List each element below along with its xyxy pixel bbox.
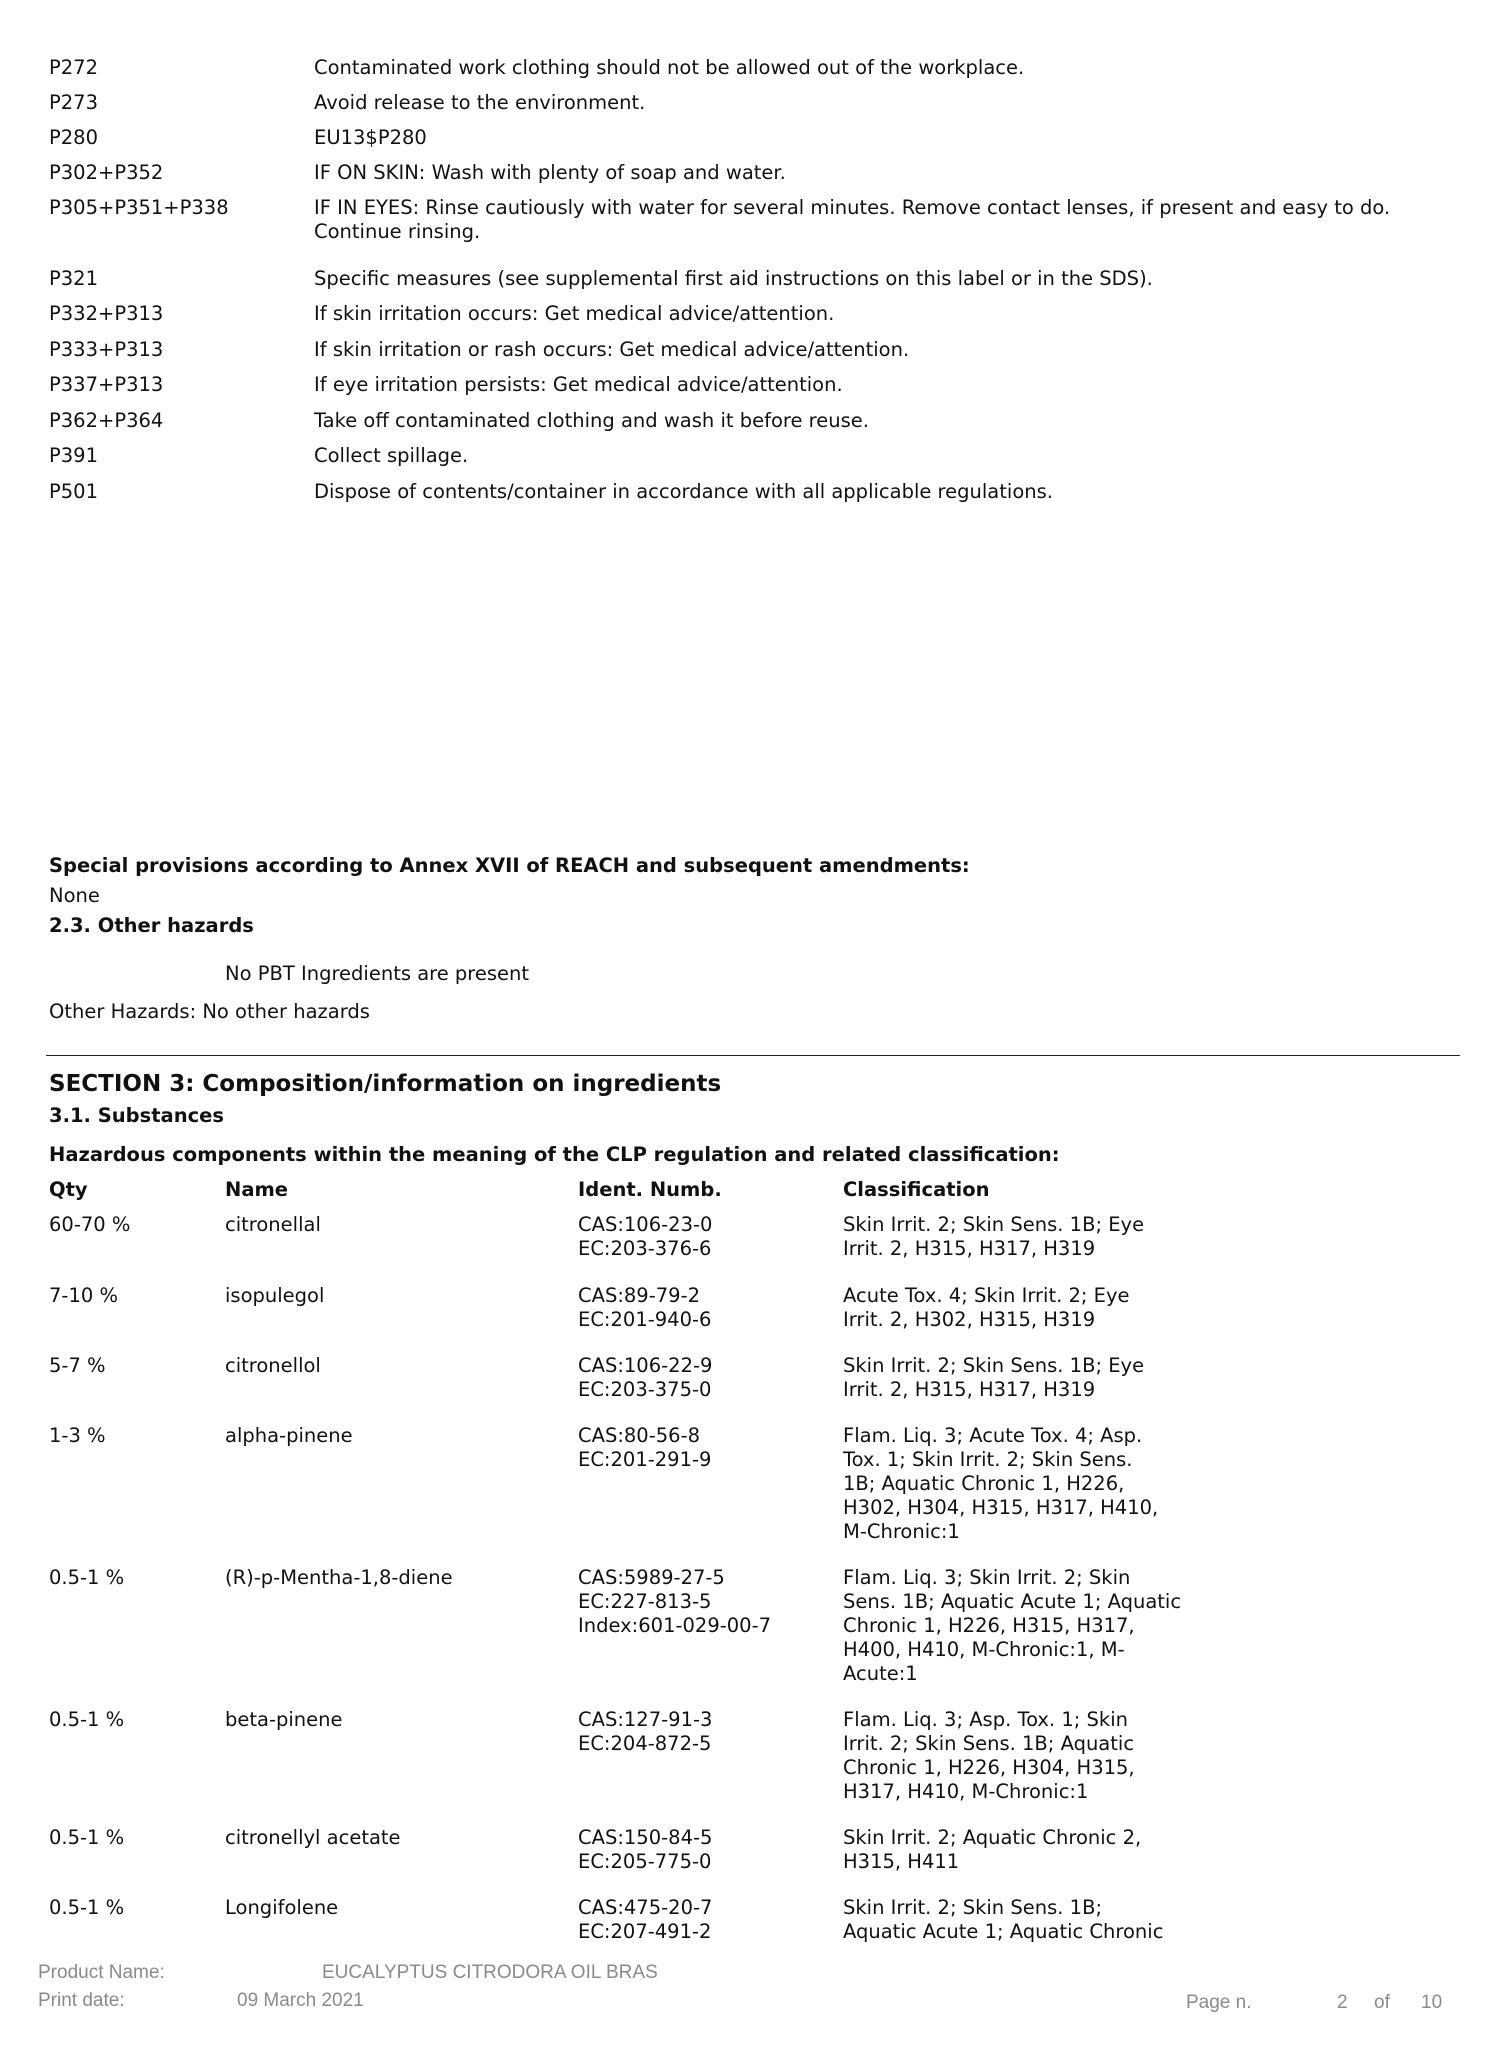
classification-line: Irrit. 2, H315, H317, H319 xyxy=(843,1237,1096,1260)
classification-line: H400, H410, M-Chronic:1, M- xyxy=(843,1638,1125,1661)
row-name: citronellyl acetate xyxy=(225,1826,401,1849)
row-classification xyxy=(843,1708,1135,1804)
classification-line: Irrit. 2, H302, H315, H319 xyxy=(843,1308,1096,1331)
ident-line: EC:227-813-5 xyxy=(578,1590,712,1613)
classification-line: Chronic 1, H226, H304, H315, xyxy=(843,1756,1135,1779)
ident-line: CAS:150-84-5 xyxy=(578,1826,713,1849)
other-hazards-line: Other Hazards: No other hazards xyxy=(49,1000,370,1023)
row-name: Longifolene xyxy=(225,1896,339,1919)
statement-code: P337+P313 xyxy=(49,373,164,396)
ident-line: EC:204-872-5 xyxy=(578,1732,712,1755)
classification-line: Skin Irrit. 2; Skin Sens. 1B; Eye xyxy=(843,1213,1145,1236)
footer-print-date: 09 March 2021 xyxy=(237,1990,364,2011)
classification-line: Irrit. 2; Skin Sens. 1B; Aquatic xyxy=(843,1732,1135,1755)
row-name: beta-pinene xyxy=(225,1708,343,1731)
classification-line: 1B; Aquatic Chronic 1, H226, xyxy=(843,1472,1125,1495)
row-classification xyxy=(843,1424,1158,1544)
ident-line: CAS:106-23-0 xyxy=(578,1213,713,1236)
footer-page-number: 2 xyxy=(1337,1992,1348,2013)
row-ident xyxy=(578,1354,712,1402)
statement-text: IF IN EYES: Rinse cautiously with water for several minutes. Remove contact lenses, if present and easy to do. Continue rinsing. xyxy=(314,196,1391,243)
row-name: citronellal xyxy=(225,1213,321,1236)
statement-text: Take off contaminated clothing and wash it before reuse. xyxy=(314,409,869,432)
row-qty: 60-70 % xyxy=(49,1213,131,1236)
statement-text: IF ON SKIN: Wash with plenty of soap and water. xyxy=(314,161,786,184)
row-ident xyxy=(578,1826,712,1874)
row-classification xyxy=(843,1566,1181,1686)
footer-product-value: EUCALYPTUS CITRODORA OIL BRAS xyxy=(322,1962,658,1983)
classification-line: Skin Irrit. 2; Skin Sens. 1B; Eye xyxy=(843,1354,1145,1377)
statement-code: P302+P352 xyxy=(49,161,164,184)
col-header-name: Name xyxy=(225,1178,289,1201)
section3-title: SECTION 3: Composition/information on ingredients xyxy=(49,1071,722,1097)
row-qty: 0.5-1 % xyxy=(49,1708,125,1731)
ident-line: CAS:106-22-9 xyxy=(578,1354,713,1377)
statement-code: P272 xyxy=(49,56,98,79)
classification-line: H302, H304, H315, H317, H410, xyxy=(843,1496,1159,1519)
ident-line: CAS:475-20-7 xyxy=(578,1896,713,1919)
statement-code: P280 xyxy=(49,126,98,149)
footer-print-label: Print date: xyxy=(38,1990,125,2011)
row-ident xyxy=(578,1424,711,1472)
row-name: isopulegol xyxy=(225,1284,325,1307)
section-divider xyxy=(46,1055,1460,1056)
classification-line: Flam. Liq. 3; Skin Irrit. 2; Skin xyxy=(843,1566,1131,1589)
ident-line: Index:601-029-00-7 xyxy=(578,1614,772,1637)
row-qty: 1-3 % xyxy=(49,1424,106,1447)
statement-text: Specific measures (see supplemental first aid instructions on this label or in the SDS). xyxy=(314,267,1153,290)
classification-line: H317, H410, M-Chronic:1 xyxy=(843,1780,1089,1803)
footer-of-label: of xyxy=(1374,1992,1390,2013)
row-classification xyxy=(843,1213,1144,1261)
statement-code: P321 xyxy=(49,267,98,290)
classification-line: Sens. 1B; Aquatic Acute 1; Aquatic xyxy=(843,1590,1182,1613)
ident-line: EC:203-375-0 xyxy=(578,1378,712,1401)
classification-line: Skin Irrit. 2; Skin Sens. 1B; xyxy=(843,1896,1103,1919)
statement-text: EU13$P280 xyxy=(314,126,427,149)
statement-code: P362+P364 xyxy=(49,409,164,432)
col-header-classification: Classification xyxy=(843,1178,990,1201)
row-classification xyxy=(843,1896,1163,1944)
statement-code: P273 xyxy=(49,91,98,114)
special-provisions-value: None xyxy=(49,884,100,907)
row-ident xyxy=(578,1896,712,1944)
statement-text: If skin irritation occurs: Get medical advice/attention. xyxy=(314,302,835,325)
ident-line: CAS:89-79-2 xyxy=(578,1284,701,1307)
ident-line: CAS:80-56-8 xyxy=(578,1424,701,1447)
classification-line: Irrit. 2, H315, H317, H319 xyxy=(843,1378,1096,1401)
row-classification xyxy=(843,1826,1141,1874)
row-classification xyxy=(843,1284,1130,1332)
row-ident xyxy=(578,1708,712,1756)
statement-code: P391 xyxy=(49,444,98,467)
statement-text: Avoid release to the environment. xyxy=(314,91,646,114)
row-qty: 5-7 % xyxy=(49,1354,106,1377)
special-provisions-heading: Special provisions according to Annex XVII of REACH and subsequent amendments: xyxy=(49,854,970,877)
classification-line: M-Chronic:1 xyxy=(843,1520,960,1543)
classification-line: Flam. Liq. 3; Asp. Tox. 1; Skin xyxy=(843,1708,1128,1731)
row-qty: 7-10 % xyxy=(49,1284,118,1307)
classification-line: Tox. 1; Skin Irrit. 2; Skin Sens. xyxy=(843,1448,1133,1471)
statement-code: P333+P313 xyxy=(49,338,164,361)
classification-line: Acute:1 xyxy=(843,1662,918,1685)
row-name: alpha-pinene xyxy=(225,1424,353,1447)
ident-line: EC:205-775-0 xyxy=(578,1850,712,1873)
classification-line: Chronic 1, H226, H315, H317, xyxy=(843,1614,1135,1637)
footer-page-total: 10 xyxy=(1421,1992,1443,2013)
other-hazards-heading: 2.3. Other hazards xyxy=(49,914,254,937)
statement-text: If eye irritation persists: Get medical advice/attention. xyxy=(314,373,843,396)
classification-line: Skin Irrit. 2; Aquatic Chronic 2, xyxy=(843,1826,1142,1849)
row-name: citronellol xyxy=(225,1354,321,1377)
col-header-qty: Qty xyxy=(49,1178,88,1201)
pbt-statement: No PBT Ingredients are present xyxy=(225,962,530,985)
ident-line: EC:201-940-6 xyxy=(578,1308,712,1331)
statement-code: P332+P313 xyxy=(49,302,164,325)
classification-line: H315, H411 xyxy=(843,1850,960,1873)
row-ident xyxy=(578,1284,711,1332)
footer-product-label: Product Name: xyxy=(38,1962,165,1983)
classification-line: Aquatic Acute 1; Aquatic Chronic xyxy=(843,1920,1164,1943)
footer-page-label: Page n. xyxy=(1186,1992,1252,2013)
row-qty: 0.5-1 % xyxy=(49,1566,125,1589)
row-qty: 0.5-1 % xyxy=(49,1826,125,1849)
ident-line: EC:207-491-2 xyxy=(578,1920,712,1943)
statement-code: P305+P351+P338 xyxy=(49,196,229,219)
ident-line: CAS:127-91-3 xyxy=(578,1708,713,1731)
row-name: (R)-p-Mentha-1,8-diene xyxy=(225,1566,453,1589)
ident-line: CAS:5989-27-5 xyxy=(578,1566,725,1589)
row-ident xyxy=(578,1566,771,1638)
ident-line: EC:201-291-9 xyxy=(578,1448,712,1471)
classification-line: Acute Tox. 4; Skin Irrit. 2; Eye xyxy=(843,1284,1130,1307)
row-classification xyxy=(843,1354,1144,1402)
statement-text: Contaminated work clothing should not be allowed out of the workplace. xyxy=(314,56,1025,79)
statement-text: If skin irritation or rash occurs: Get medical advice/attention. xyxy=(314,338,910,361)
statement-text: Collect spillage. xyxy=(314,444,469,467)
section3-subtitle: 3.1. Substances xyxy=(49,1104,224,1127)
statement-text: Dispose of contents/container in accordance with all applicable regulations. xyxy=(314,480,1053,503)
statement-code: P501 xyxy=(49,480,98,503)
ident-line: EC:203-376-6 xyxy=(578,1237,712,1260)
row-ident xyxy=(578,1213,712,1261)
classification-line: Flam. Liq. 3; Acute Tox. 4; Asp. xyxy=(843,1424,1143,1447)
table-heading: Hazardous components within the meaning of the CLP regulation and related classification: xyxy=(49,1143,1060,1166)
col-header-ident: Ident. Numb. xyxy=(578,1178,722,1201)
row-qty: 0.5-1 % xyxy=(49,1896,125,1919)
